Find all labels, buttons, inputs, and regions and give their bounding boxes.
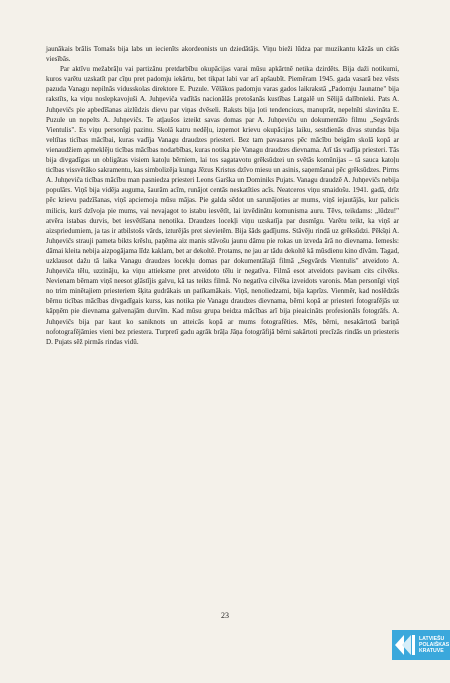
logo-text (419, 636, 449, 655)
publisher-logo (392, 630, 450, 660)
logo-line-2: POLAIŠKAS (419, 641, 450, 648)
chevron-logo-icon (395, 632, 417, 658)
paragraph-2: Par aktīvu mežabrāļu vai partizānu pretdarbību okupācijas varai mūsu apkārtnē netika dzirdēts. Bija daži notikumi, kuros varētu uzskatīt par cīņu pret padomju iekārtu, bet tikpat labi var arī apšaubīt. Piemēram 1945. gada vasarā bez vēsts pazuda Vanagu nepilnās vidusskolas direktore E. Puzule. Vēlākos padomju varas gados laikrakstā „Padomju Jaunatne" bija rakstīts, ka viņu noslepkavojuši A. Juhņeviča vadītās nacionālās pretošanās kustības Latgalē un Sēlijā dalībnieki. Pats A. Juhņevičs pie apbedīšanas aizlūdzis dievu par viņas dvēseli. Raksts bija ļoti tendenciozs, manuprāt, nepelnīti slavināta E. Puzule un nopelts A. Juhņevičs. Te atļaušos izteikt savas domas par A. Juhņeviču un dokumentālo filmu „Segvārds Vientulis". Es viņu personīgi pazinu. Skolā katru nedēļu, izņemot krievu okupācijas laiku, sestdienās divas stundas bija veltītas ticības mācībai, kuras vadīja Vanagu draudzes priesteri. Bez tam pavasaros pēc mācību beigām skolā kopā ar vienaudžiem apmeklēju ticības mācības nodarbības, kuras notika pie Vanagu draudzes dievnama. Arī tās vadīja priesteri. Tās bija divgadīgas un obligātas visiem katoļu bērniem, lai tos sagatavotu grēksūdzei un svētās komūnijas – tā sauca katoļu ticības vissvētāko sakramentu, kas simbolizēja kunga Jēzus Kristus dzīvo miesu un asinis, saņemšanai pēc grēksūdzes. Pirms A. Juhņeviča ticības mācību man pasniedza priesteri Leons Garška un Dominiks Pujats. Vanagu draudzē A. Juhņevičs nebija populārs. Viņš bija vidēja auguma, šaurām acīm, runājot centās neskatīties acīs. Neatceros viņu smaidošu. 1941. gadā, drīz pēc krievu padzīšanas, viņš apciemoja mūsu mājas. Pie galda sēdot un sarunājoties ar mums, viņš iejautājās, kur palicis milicis, kurš dzīvoja pie mums, vai nevajagot to istabu iesvētīt, lai izvēdinātu komunisma auru. Tēvs, teikdams: „lūdzu!" atvēra istabas durvis, bet iesvētīšana nenotika. Draudzes locekļi viņu uzskatīja par dusmīgu. Varētu teikt, ka viņš ar aizspriedumiem, ja tas ir atbilstošs vārds, izturējās pret sievietēm. Bija šāds gadījums. Stāvēju rindā uz grēksūdzi. Pēkšņi A. Juhņevičs strauji pameta bikts krēslu, paņēma aiz manis stāvošu jaunu dāmu pie rokas un izveda ārā no dievnama. Iemesls: dāmai kleita nebija aizpogājama līdz kaklam, bet ar dekoltē. Protams, ne jau ar tādu dekoltē kā mūsdienu kino dīvām. Tagad, uzklausot dažu tā laika Vanagu draudzes locekļu domas par dokumentālajā filmā „Segvārds Vientulis" atveidoto A. Juhņeviča tēlu, uzzināju, ka viņu attieksme pret atveidoto tēlu ir negatīva. Filmā esot atveidots pavisam cits cilvēks. Nevienam bērnam viņš neesot glāstījis galvu, kā tas teikts filmā. No negatīva cilvēka izveidots varonis. Man personīgi viņš no trim minētajiem priesteriem šķita gudrākais un patīkamākais. Viņš, nenoliedzami, bija kaprīzs. Vienmēr, kad noslēdzās bērnu ticības mācības divgadīgais kurss, kas notika pie Vanagu draudzes dievnama, bērni kopā ar priesteri fotografējās uz kāpņēm pie dievnama galvenajām durvīm. Kad mūsu grupa beidza mācības arī bija pieaicināts profesionāls fotogrāfs. A. Juhņevičs bija par kaut ko saniknots un atteicās kopā ar mums fotografēties. Mēs, bērni, nesakārtotā bariņā nofotografējāmies vieni bez priestera. Turpretī gadu agrāk brāļa Jāņa fotogrāfijā bērni sakārtoti precīzās rindās un priesteris D. Pujats sēž pirmās rindas vidū. (46, 65, 399, 346)
body-text (46, 44, 399, 347)
logo-line-3: KRATUVE (419, 648, 444, 655)
page-number: 23 (221, 611, 229, 620)
logo-line-1: LATVIEŠU (419, 635, 445, 642)
paragraph-1: jaunākais brālis Tomašs bija labs un iecienīts akordeonists un dziedātājs. Viņu bieži lūdza par muzikantu kāzās un citās viesībās. (46, 45, 399, 64)
